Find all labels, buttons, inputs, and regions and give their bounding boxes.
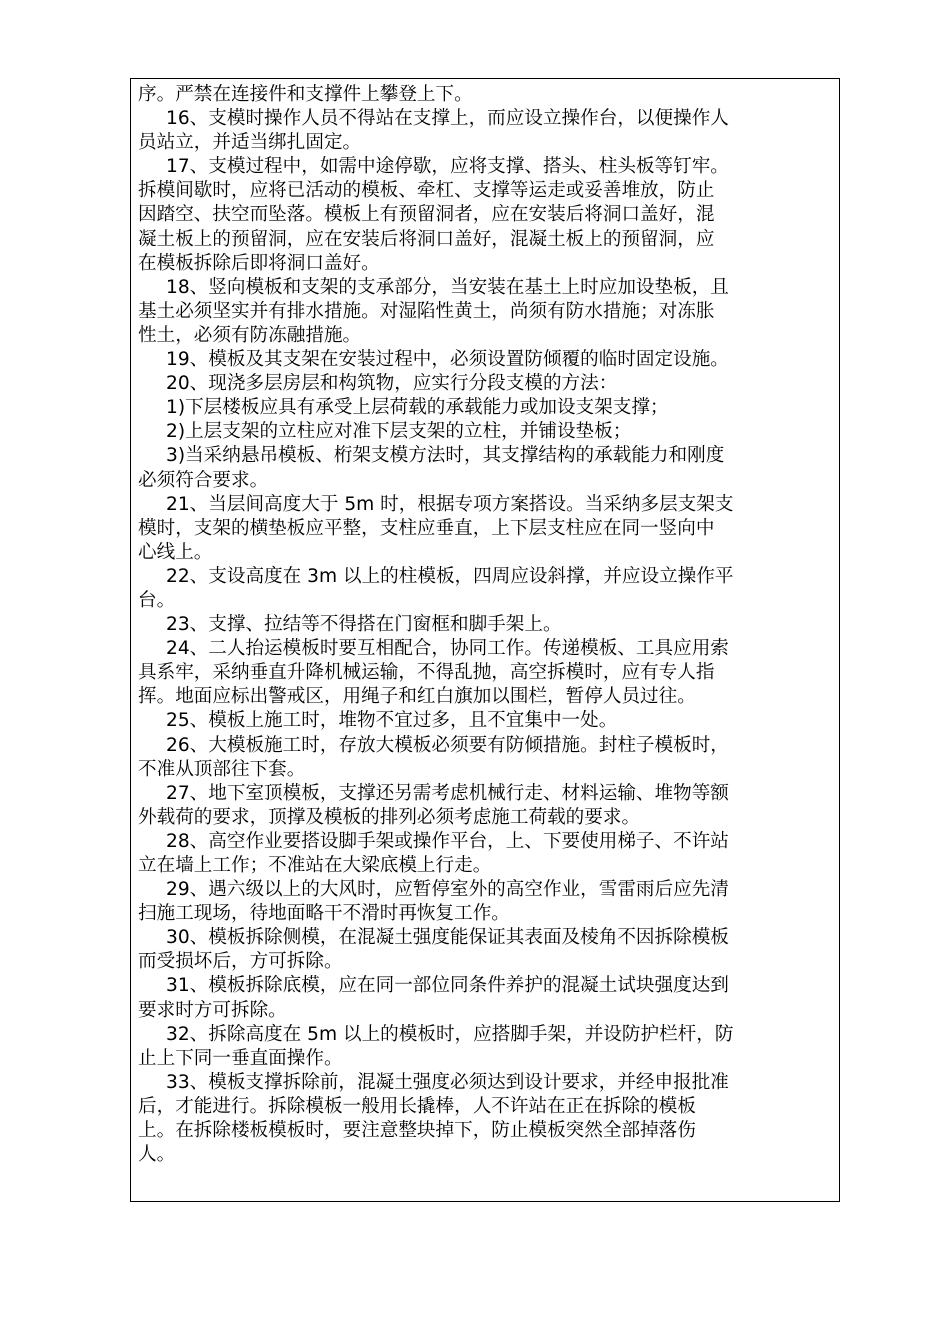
text-line: 28、高空作业要搭设脚手架或操作平台，上、下要使用梯子、不许站 [166, 830, 729, 852]
text-line: 不准从顶部往下套。 [138, 758, 306, 780]
text-line: 上。在拆除楼板模板时，要注意整块掉下，防止模板突然全部掉落伤 [138, 1120, 696, 1142]
text-line: 20、现浇多层房层和构筑物，应实行分段支模的方法： [166, 373, 618, 395]
text-line: 16、支模时操作人员不得站在支撑上，而应设立操作台，以便操作人 [166, 108, 729, 130]
text-line: 因踏空、扶空而坠落。模板上有预留洞者，应在安装后将洞口盖好，混 [138, 204, 715, 226]
text-line: 员站立，并适当绑扎固定。 [138, 132, 362, 154]
text-line: 18、竖向模板和支架的支承部分，当安装在基土上时应加设垫板，且 [166, 276, 729, 298]
text-line: 29、遇六级以上的大风时，应暂停室外的高空作业，雪雷雨后应先清 [166, 879, 729, 901]
text-line: 而受损坏后，方可拆除。 [138, 951, 343, 973]
text-line: 凝土板上的预留洞，应在安装后将洞口盖好，混凝土板上的预留洞，应 [138, 228, 715, 250]
text-line: 人。 [138, 1144, 176, 1166]
text-line: 26、大模板施工时，存放大模板必须要有防倾措施。封柱子模板时， [166, 734, 729, 756]
text-line: 台。 [138, 589, 176, 611]
text-line: 30、模板拆除侧模，在混凝土强度能保证其表面及棱角不因拆除模板 [166, 927, 729, 949]
text-line: 外载荷的要求，顶撑及模板的排列必须考虑施工荷载的要求。 [138, 806, 641, 828]
text-line: 31、模板拆除底模，应在同一部位同条件养护的混凝土试块强度达到 [166, 975, 729, 997]
text-line: 19、模板及其支架在安装过程中，必须设置防倾覆的临时固定设施。 [166, 349, 729, 371]
text-line: 基土必须坚实并有排水措施。对湿陷性黄土，尚须有防水措施；对冻胀 [138, 300, 715, 322]
text-line: 22、支设高度在 3m 以上的柱模板，四周应设斜撑，并应设立操作平 [166, 565, 734, 587]
text-line: 27、地下室顶模板，支撑还另需考虑机械行走、材料运输、堆物等额 [166, 782, 729, 804]
text-line: 性土，必须有防冻融措施。 [138, 324, 362, 346]
document-text-frame [130, 78, 840, 1202]
text-line: 33、模板支撑拆除前，混凝土强度必须达到设计要求，并经申报批准 [166, 1071, 729, 1093]
text-line: 必须符合要求。 [138, 469, 269, 491]
text-line: 在模板拆除后即将洞口盖好。 [138, 252, 380, 274]
text-line: 后，才能进行。拆除模板一般用长撬棒，人不许站在正在拆除的模板 [138, 1095, 696, 1117]
text-line: 立在墙上工作；不准站在大梁底模上行走。 [138, 855, 492, 876]
text-line: 2)上层支架的立柱应对准下层支架的立柱，并铺设垫板； [166, 421, 632, 443]
text-line: 32、拆除高度在 5m 以上的模板时，应搭脚手架，并设防护栏杆，防 [166, 1023, 734, 1045]
text-line: 23、支撑、拉结等不得搭在门窗框和脚手架上。 [166, 614, 562, 636]
text-line: 24、二人抬运模板时要互相配合，协同工作。传递模板、工具应用索 [166, 638, 729, 660]
text-line: 3)当采纳悬吊模板、桁架支模方法时，其支撑结构的承载能力和刚度 [166, 445, 725, 467]
text-line: 模时，支架的横垫板应平整，支柱应垂直，上下层支柱应在同一竖向中 [138, 517, 715, 539]
text-line: 止上下同一垂直面操作。 [138, 1047, 343, 1069]
text-line: 25、模板上施工时，堆物不宜过多，且不宜集中一处。 [166, 710, 618, 732]
text-line: 扫施工现场，待地面略干不滑时再恢复工作。 [138, 903, 510, 925]
text-line: 要求时方可拆除。 [138, 999, 287, 1021]
text-line: 挥。地面应标出警戒区，用绳子和红白旗加以围栏，暂停人员过往。 [138, 686, 696, 708]
text-line: 具系牢，采纳垂直升降机械运输，不得乱抛，高空拆模时，应有专人指 [138, 662, 715, 684]
text-line: 序。严禁在连接件和支撑件上攀登上下。 [138, 84, 473, 105]
text-line: 1)下层楼板应具有承受上层荷载的承载能力或加设支架支撑； [166, 397, 669, 419]
text-line: 心线上。 [138, 541, 213, 563]
text-line: 17、支模过程中，如需中途停歇，应将支撑、搭头、柱头板等钉牢。 [166, 156, 729, 178]
text-line: 拆模间歇时，应将已活动的模板、牵杠、支撑等运走或妥善堆放，防止 [138, 180, 715, 202]
text-line: 21、当层间高度大于 5m 时，根据专项方案搭设。当采纳多层支架支 [166, 493, 734, 515]
